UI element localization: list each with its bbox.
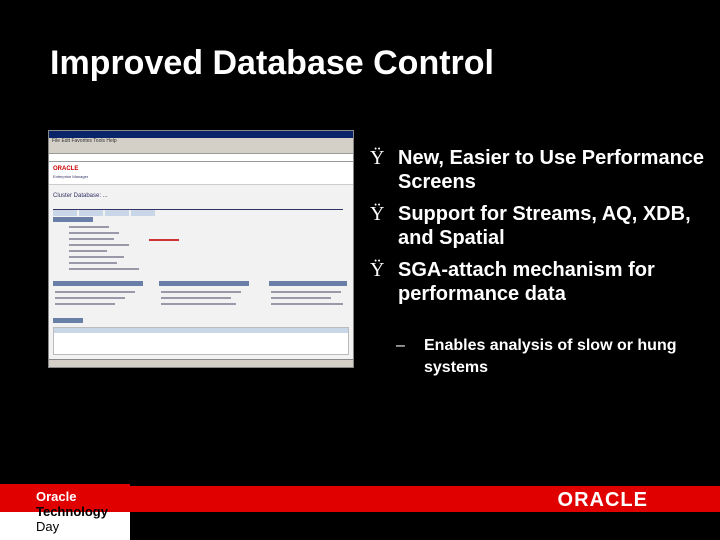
text-line	[55, 291, 135, 293]
bullet-list	[370, 146, 710, 314]
event-line-2: Technology	[36, 504, 108, 519]
section-high-availability	[53, 281, 143, 286]
text-line	[271, 303, 343, 305]
status-bar	[49, 359, 353, 367]
embedded-screenshot	[48, 130, 354, 368]
text-line	[161, 303, 236, 305]
text-line	[69, 238, 114, 240]
footer-bar	[0, 484, 720, 540]
bullet-item	[370, 258, 710, 306]
text-line	[271, 297, 331, 299]
bullet-text: Support for Streams, AQ, XDB, and Spatial	[398, 203, 691, 249]
bullet-marker: Ÿ	[370, 259, 385, 281]
section-space-usage	[159, 281, 249, 286]
event-line-3: Day	[36, 519, 60, 534]
text-line	[69, 244, 129, 246]
text-line	[161, 291, 241, 293]
slide-title: Improved Database Control	[50, 44, 494, 82]
sub-bullet-marker: –	[396, 337, 405, 354]
event-logo	[0, 484, 130, 540]
bullet-text: SGA-attach mechanism for performance data	[398, 259, 655, 305]
mini-tabs	[53, 203, 343, 210]
address-bar	[49, 154, 353, 162]
mini-logo: ORACLE	[53, 166, 79, 172]
section-diagnostic-summary	[269, 281, 347, 286]
text-line	[69, 250, 107, 252]
mini-heading: Cluster Database: ...	[53, 193, 108, 199]
text-line	[69, 268, 139, 270]
window-titlebar	[49, 131, 353, 138]
menu-bar: File Edit Favorites Tools Help	[49, 138, 353, 145]
section-general	[53, 217, 93, 222]
bullet-marker: Ÿ	[370, 203, 385, 225]
bullet-text: New, Easier to Use Performance Screens	[398, 147, 705, 193]
text-line	[69, 232, 119, 234]
mini-subtitle: Enterprise Manager	[53, 174, 89, 179]
sub-bullet-item	[396, 335, 694, 379]
sub-bullet-text: Enables analysis of slow or hung systems	[424, 337, 677, 376]
text-line	[271, 291, 341, 293]
bullet-marker: Ÿ	[370, 147, 385, 169]
text-line	[55, 297, 125, 299]
page-header	[49, 162, 353, 185]
alerts-table	[53, 327, 349, 355]
oracle-logo: ORACLE	[557, 489, 648, 511]
event-line-1: Oracle	[36, 489, 77, 504]
text-line	[161, 297, 231, 299]
text-line	[69, 256, 124, 258]
text-line	[69, 262, 117, 264]
section-alerts	[53, 318, 83, 323]
toolbar	[49, 145, 353, 154]
chart-link	[149, 239, 179, 241]
bullet-item	[370, 146, 710, 194]
text-line	[55, 303, 115, 305]
text-line	[69, 226, 109, 228]
bullet-item	[370, 202, 710, 250]
